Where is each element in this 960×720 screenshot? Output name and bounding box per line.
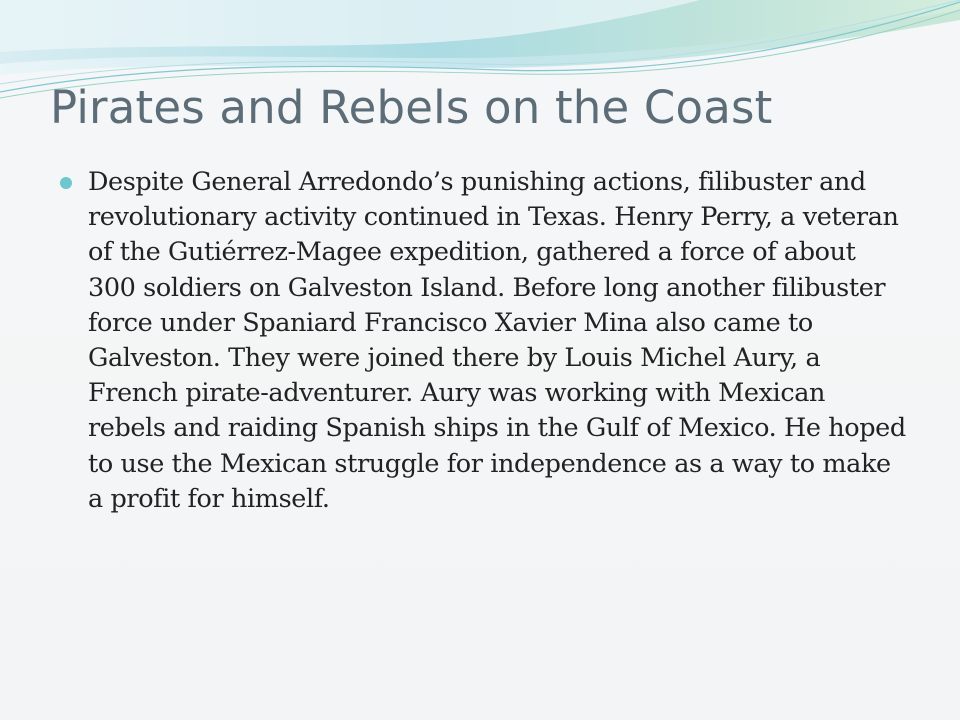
bullet-item — [60, 165, 910, 517]
bullet-dot-icon — [60, 177, 72, 189]
bullet-list — [60, 165, 910, 517]
slide-title: Pirates and Rebels on the Coast — [50, 81, 773, 134]
bullet-text: Despite General Arredondo’s punishing actions, filibuster and revolutionary activity continued in Texas. Henry Perry, a veteran of the Gutiérrez-Magee expedition, gathered a force of about 300 soldiers on Galveston Island. Before long another filibuster force under Spaniard Francisco Xavier Mina also came to Galveston. They were joined there by Louis Michel Aury, a French pirate-adventurer. Aury was working with Mexican rebels and raiding Spanish ships in the Gulf of Mexico. He hoped to use the Mexican struggle for independence as a way to make a profit for himself. — [88, 167, 906, 514]
